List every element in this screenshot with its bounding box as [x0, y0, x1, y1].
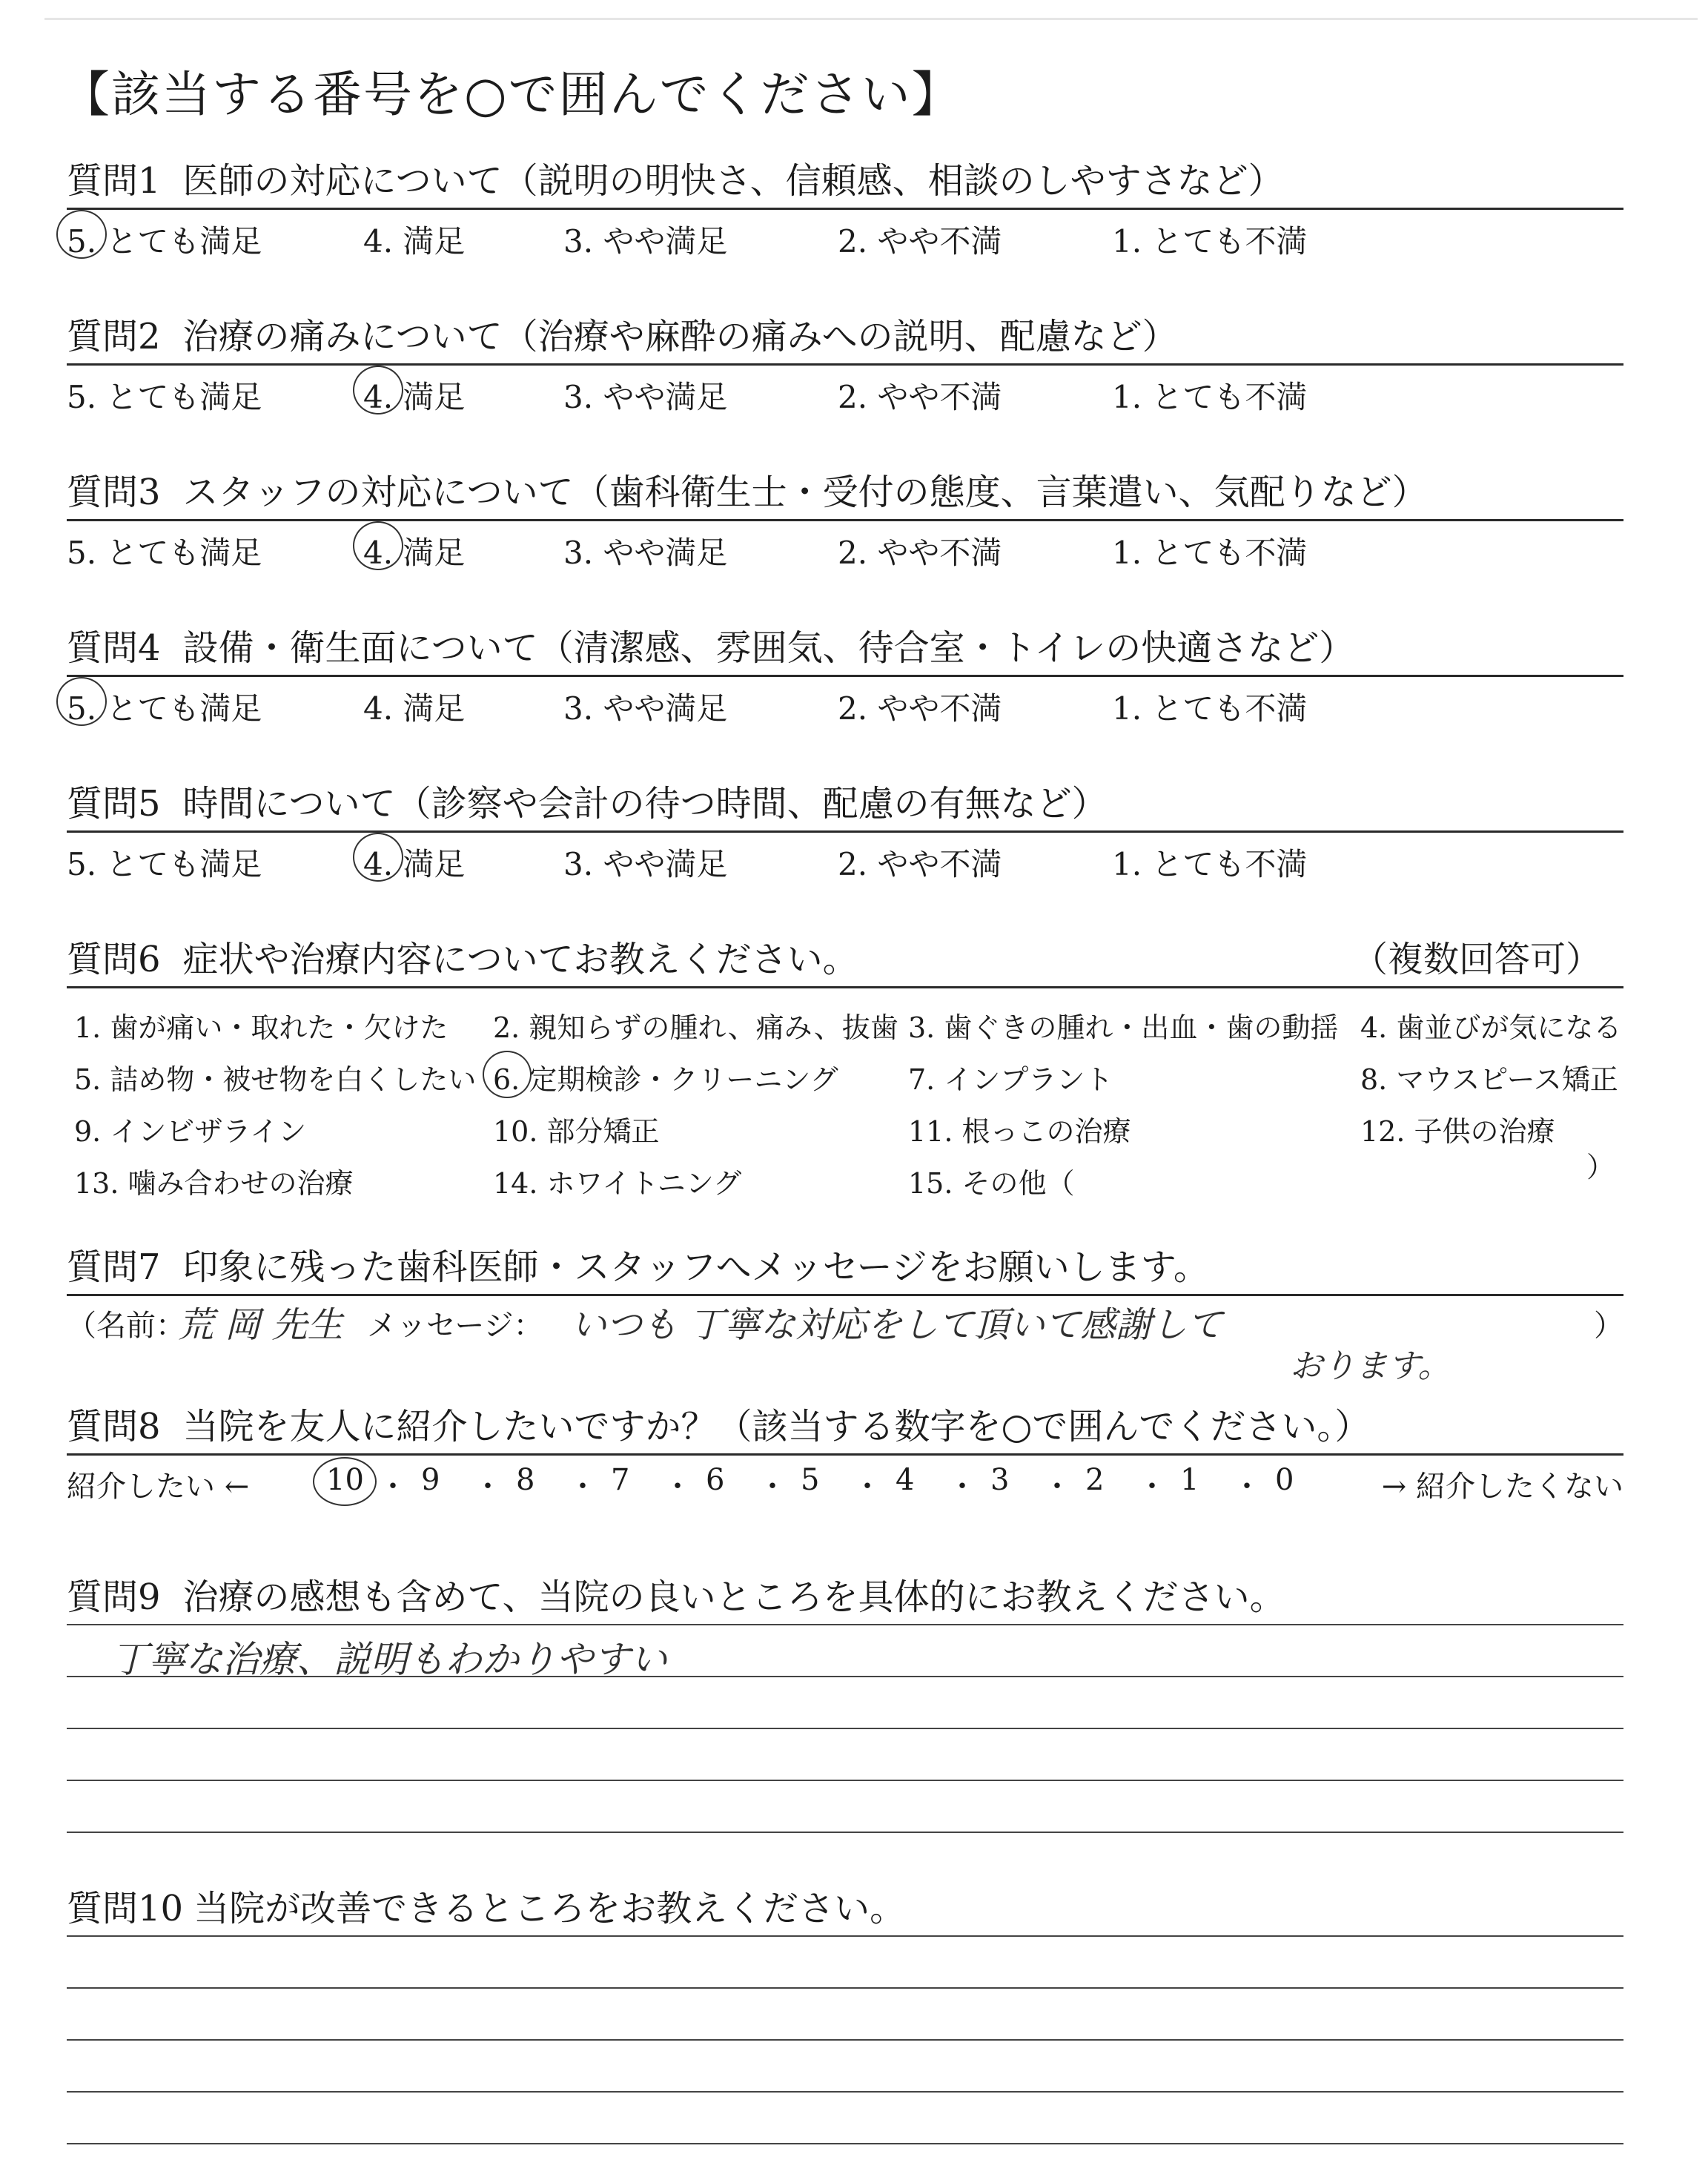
scale-left-label: 紹介したい ←	[67, 1470, 250, 1504]
scale-separator: ・	[1137, 1470, 1167, 1504]
answer-line	[67, 1832, 1623, 1833]
rating-options	[67, 210, 1623, 262]
rating-option-4[interactable]: 4. 満足	[363, 690, 466, 727]
selection-circle-mark	[313, 1457, 377, 1506]
question-text: 治療の痛みについて（治療や麻酔の痛みへの説明、配慮など）	[182, 316, 1178, 357]
question-8	[67, 1398, 1623, 1507]
scale-separator: ・	[568, 1470, 598, 1504]
message-label: メッセージ：	[367, 1309, 543, 1343]
question-rule	[67, 1624, 1623, 1625]
symptom-option-6[interactable]: 6. 定期検診・クリーニング	[493, 1063, 838, 1096]
question-2	[67, 308, 1623, 417]
rating-option-2[interactable]: 2. やや不満	[838, 535, 1002, 571]
rating-options	[67, 366, 1623, 417]
scale-value-9[interactable]: 9	[421, 1463, 440, 1497]
top-border	[44, 18, 1698, 20]
rating-option-5[interactable]: 5. とても満足	[67, 223, 262, 260]
symptom-option-2[interactable]: 2. 親知らずの腫れ、痛み、抜歯	[493, 1011, 898, 1044]
scale-separator: ・	[473, 1470, 503, 1504]
question-text: 設備・衛生面について（清潔感、雰囲気、待合室・トイレの快適さなど）	[182, 627, 1355, 669]
rating-option-5[interactable]: 5. とても満足	[67, 379, 262, 415]
scale-separator: ・	[663, 1470, 692, 1504]
rating-option-3[interactable]: 3. やや満足	[563, 535, 728, 571]
scale-value-10[interactable]: 10	[326, 1463, 364, 1497]
other-close-paren: ）	[1586, 1151, 1615, 1183]
question-rule	[67, 1935, 1623, 1937]
scale-separator: ・	[853, 1470, 882, 1504]
rating-options	[67, 521, 1623, 573]
rating-option-2[interactable]: 2. やや不満	[838, 223, 1002, 260]
scale-value-1[interactable]: 1	[1180, 1463, 1199, 1497]
recommend-scale	[67, 1456, 1623, 1507]
scale-value-5[interactable]: 5	[801, 1463, 820, 1497]
rating-option-1[interactable]: 1. とても不満	[1112, 846, 1308, 882]
selection-circle-mark	[353, 521, 403, 570]
rating-option-2[interactable]: 2. やや不満	[838, 379, 1002, 415]
rating-option-4[interactable]: 4. 満足	[363, 379, 466, 415]
symptom-option-10[interactable]: 10. 部分矯正	[493, 1115, 660, 1148]
rating-option-4[interactable]: 4. 満足	[363, 535, 466, 571]
rating-option-4[interactable]: 4. 満足	[363, 223, 466, 260]
selection-circle-mark	[353, 833, 403, 882]
good-points-handwritten[interactable]: 丁寧な治療、説明もわかりやすい	[111, 1638, 667, 1681]
question-text: 当院が改善できるところをお教えください。	[193, 1888, 906, 1929]
question-number: 質問10	[67, 1888, 184, 1929]
multiple-answer-note: （複数回答可）	[1351, 939, 1601, 980]
answer-line	[67, 1728, 1623, 1729]
question-5	[67, 775, 1623, 885]
rating-option-1[interactable]: 1. とても不満	[1112, 379, 1308, 415]
question-number: 質問8	[67, 1406, 161, 1447]
question-6	[67, 931, 1623, 1211]
message-handwritten-continued: おります。	[1290, 1347, 1451, 1385]
scale-separator: ・	[1232, 1470, 1262, 1504]
scale-separator: ・	[947, 1470, 977, 1504]
answer-line	[67, 1780, 1623, 1781]
symptom-option-12[interactable]: 12. 子供の治療	[1360, 1115, 1555, 1148]
form-title: 【該当する番号を○で囲んでください】	[61, 66, 962, 123]
selection-circle-mark	[483, 1051, 532, 1098]
scale-value-6[interactable]: 6	[706, 1463, 725, 1497]
message-close-paren: ）	[1594, 1309, 1623, 1343]
symptom-option-7[interactable]: 7. インプラント	[908, 1063, 1113, 1096]
symptom-option-5[interactable]: 5. 詰め物・被せ物を白くしたい	[74, 1063, 477, 1096]
rating-options	[67, 833, 1623, 885]
rating-option-5[interactable]: 5. とても満足	[67, 535, 262, 571]
answer-line	[67, 1987, 1623, 1989]
symptom-option-9[interactable]: 9. インビザライン	[74, 1115, 307, 1148]
scale-value-3[interactable]: 3	[990, 1463, 1010, 1497]
staff-name-handwritten[interactable]: 荒 岡 先生	[178, 1304, 343, 1346]
rating-option-3[interactable]: 3. やや満足	[563, 690, 728, 727]
scale-value-8[interactable]: 8	[516, 1463, 535, 1497]
rating-option-3[interactable]: 3. やや満足	[563, 846, 728, 882]
answer-line	[67, 2091, 1623, 2093]
question-text: 医師の対応について（説明の明快さ、信頼感、相談のしやすさなど）	[182, 160, 1284, 202]
message-handwritten[interactable]: いつも 丁寧な対応をして頂いて感謝して	[571, 1304, 1223, 1346]
scale-value-4[interactable]: 4	[896, 1463, 915, 1497]
question-number: 質問2	[67, 316, 161, 357]
question-text: 印象に残った歯科医師・スタッフへメッセージをお願いします。	[182, 1246, 1209, 1288]
symptom-option-1[interactable]: 1. 歯が痛い・取れた・欠けた	[74, 1011, 448, 1044]
scale-separator: ・	[378, 1470, 408, 1504]
question-number: 質問5	[67, 783, 161, 825]
scale-separator: ・	[1042, 1470, 1072, 1504]
question-10	[67, 1880, 1623, 2144]
rating-options	[67, 677, 1623, 729]
selection-circle-mark	[56, 210, 107, 259]
symptom-option-4[interactable]: 4. 歯並びが気になる	[1360, 1011, 1622, 1044]
answer-line	[67, 2039, 1623, 2041]
question-number: 質問1	[67, 160, 161, 202]
symptom-option-8[interactable]: 8. マウスピース矯正	[1360, 1063, 1618, 1096]
symptom-option-3[interactable]: 3. 歯ぐきの腫れ・出血・歯の動揺	[908, 1011, 1339, 1044]
symptom-option-13[interactable]: 13. 噛み合わせの治療	[74, 1167, 354, 1200]
name-label: （名前：	[67, 1309, 185, 1343]
rating-option-2[interactable]: 2. やや不満	[838, 690, 1002, 727]
rating-option-4[interactable]: 4. 満足	[363, 846, 466, 882]
question-4	[67, 619, 1623, 729]
question-1	[67, 152, 1623, 262]
scale-value-7[interactable]: 7	[611, 1463, 630, 1497]
rating-option-3[interactable]: 3. やや満足	[563, 223, 728, 260]
rating-option-1[interactable]: 1. とても不満	[1112, 690, 1308, 727]
symptom-option-15[interactable]: 15. その他（	[908, 1167, 1075, 1200]
scale-right-label: → 紹介したくない	[1381, 1470, 1623, 1504]
symptom-option-14[interactable]: 14. ホワイトニング	[493, 1167, 742, 1200]
question-number: 質問7	[67, 1246, 161, 1288]
question-number: 質問9	[67, 1576, 161, 1618]
question-7	[67, 1238, 1623, 1385]
question-text: 当院を友人に紹介したいですか？（該当する数字を○で囲んでください。）	[182, 1406, 1371, 1447]
selection-circle-mark	[56, 677, 107, 726]
question-text: スタッフの対応について（歯科衛生士・受付の態度、言葉遣い、気配りなど）	[182, 472, 1428, 513]
rating-option-1[interactable]: 1. とても不満	[1112, 535, 1308, 571]
question-3	[67, 463, 1623, 573]
rating-option-5[interactable]: 5. とても満足	[67, 690, 262, 727]
question-text: 治療の感想も含めて、当院の良いところを具体的にお教えください。	[182, 1576, 1285, 1618]
question-text: 時間について（診察や会計の待つ時間、配慮の有無など）	[182, 783, 1108, 825]
rating-option-3[interactable]: 3. やや満足	[563, 379, 728, 415]
rating-option-1[interactable]: 1. とても不満	[1112, 223, 1308, 260]
scale-value-0[interactable]: 0	[1275, 1463, 1294, 1497]
question-text: 症状や治療内容についてお教えください。	[182, 939, 858, 980]
scale-separator: ・	[758, 1470, 787, 1504]
question-number: 質問3	[67, 472, 161, 513]
scale-value-2[interactable]: 2	[1085, 1463, 1105, 1497]
answer-line	[67, 2143, 1623, 2144]
selection-circle-mark	[353, 366, 403, 415]
rating-option-5[interactable]: 5. とても満足	[67, 846, 262, 882]
symptom-options	[67, 988, 1623, 1211]
rating-option-2[interactable]: 2. やや不満	[838, 846, 1002, 882]
question-9	[67, 1568, 1623, 1833]
question-number: 質問6	[67, 939, 161, 980]
question-number: 質問4	[67, 627, 161, 669]
symptom-option-11[interactable]: 11. 根っこの治療	[908, 1115, 1131, 1148]
